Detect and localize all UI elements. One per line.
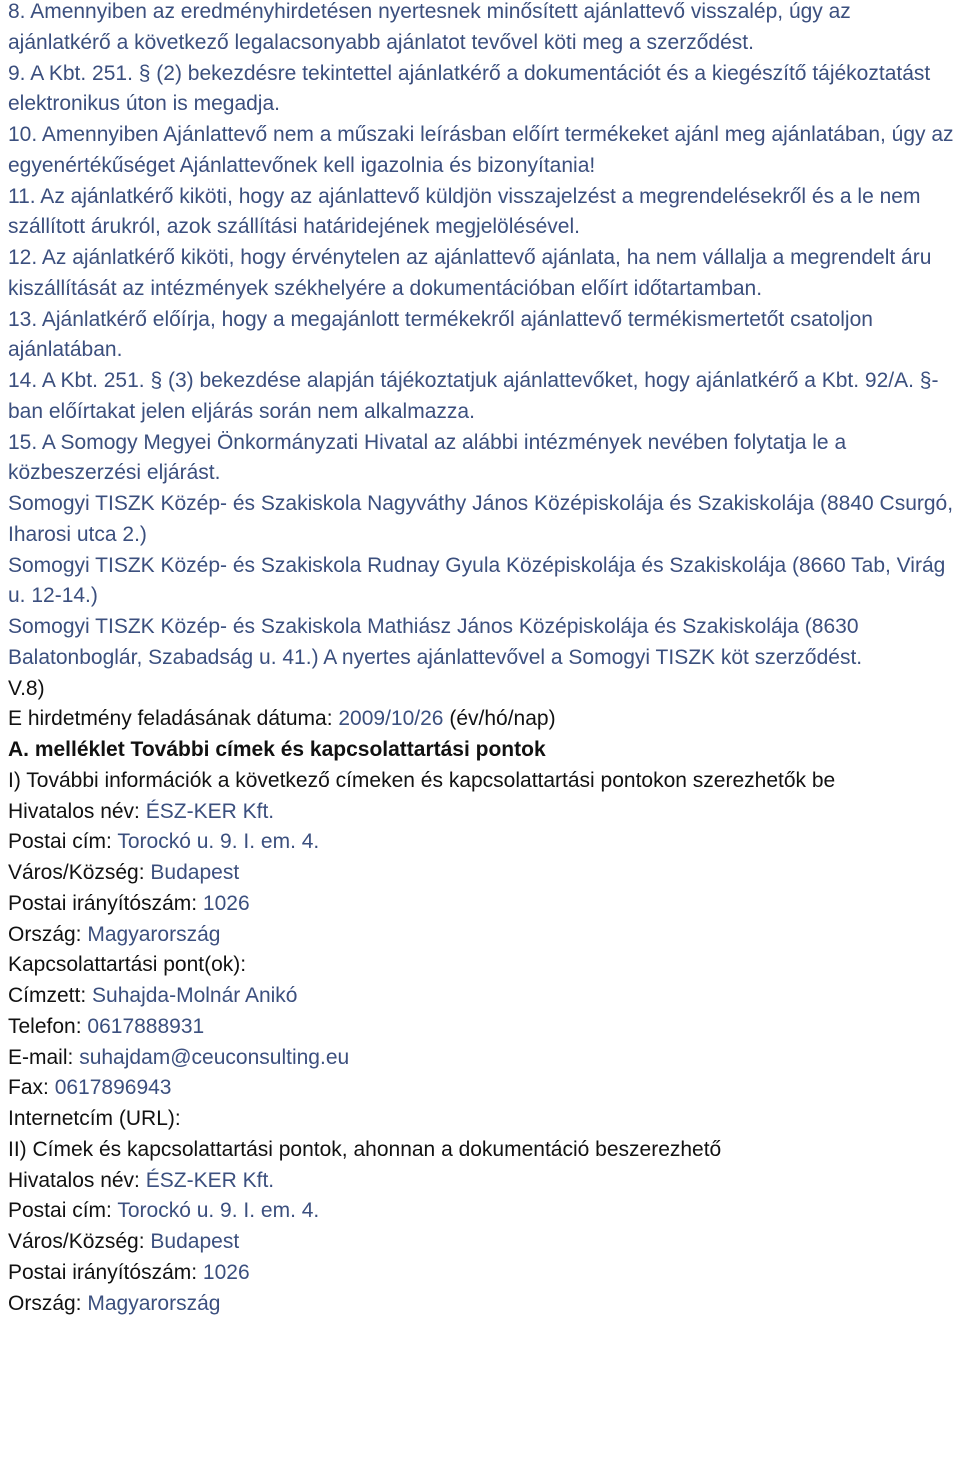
date-value: 2009/10/26 (338, 707, 444, 731)
school-1: Somogyi TISZK Közép- és Szakiskola Nagyváthy János Középiskolája és Szakiskolája (8840 Csurgó, Iharosi utca 2.) (8, 492, 954, 546)
address-value: Torockó u. 9. I. em. 4. (117, 830, 320, 854)
p1-contact-label: Kapcsolattartási pont(ok): (8, 953, 247, 977)
item-15: 15. A Somogy Megyei Önkormányzati Hivatal az alábbi intézmények nevében folytatja le a közbeszerzési eljárást. (8, 430, 847, 485)
item-11: 11. Az ajánlatkérő kiköti, hogy az ajánlattevő küldjön visszajelzést a megrendelésekről és a le nem szállított árukról, azok szállítási határidejének megjelölésével. (8, 184, 921, 239)
fax-label: Fax: (8, 1076, 49, 1100)
name-value: ÉSZ-KER Kft. (145, 799, 275, 823)
item-10: 10. Amennyiben Ajánlattevő nem a műszaki leírásban előírt termékeket ajánl meg ajánlatában, úgy az egyenértékűséget Ajánlattevőnek kell igazolnia és bizonyítania! (8, 123, 954, 177)
date-format: (év/hó/nap) (449, 707, 556, 731)
p1-address-row (8, 827, 954, 858)
item-13: 13. Ajánlatkérő előírja, hogy a megajánlott termékekről ajánlattevő termékismertetőt csatoljon ajánlatában. (8, 307, 873, 362)
email-value: suhajdam@ceuconsulting.eu (79, 1045, 350, 1069)
p1-email-row (8, 1043, 954, 1074)
fax-value: 0617896943 (54, 1076, 172, 1100)
recipient-value: Suhajda-Molnár Anikó (92, 984, 298, 1007)
zip-value: 1026 (202, 1260, 250, 1284)
phone-value: 0617888931 (87, 1014, 205, 1038)
address-value: Torockó u. 9. I. em. 4. (117, 1199, 320, 1223)
country-value: Magyarország (87, 922, 221, 946)
item-14: 14. A Kbt. 251. § (3) bekezdése alapján tájékoztatjuk ajánlattevőket, hogy ajánlatkérő a Kbt. 92/A. §-ban előírtakat jelen eljárás során nem alkalmazza. (8, 369, 939, 423)
p1-city-row (8, 858, 954, 889)
country-label: Ország: (8, 922, 82, 946)
country-label: Ország: (8, 1291, 82, 1315)
zip-value: 1026 (202, 891, 250, 915)
annex-a-title: A. melléklet További címek és kapcsolattartási pontok (8, 738, 546, 761)
p2-name-row (8, 1166, 954, 1197)
p1-url-label: Internetcím (URL): (8, 1107, 181, 1130)
p1-country-row (8, 920, 954, 951)
p2-country-row (8, 1289, 954, 1320)
p1-name-row (8, 797, 954, 828)
name-label: Hivatalos név: (8, 799, 140, 823)
p1-phone-row (8, 1012, 954, 1043)
p1-recipient-row (8, 981, 954, 1012)
name-label: Hivatalos név: (8, 1168, 140, 1192)
school-3: Somogyi TISZK Közép- és Szakiskola Mathiász János Középiskolája és Szakiskolája (8630 Balatonboglár, Szabadság u. 41.) A nyertes ajánlattevővel a Somogyi TISZK köt szerződést. (8, 615, 863, 669)
publication-date-row (8, 704, 954, 735)
address-label: Postai cím: (8, 1199, 112, 1223)
p1-fax-row (8, 1073, 954, 1104)
item-9: 9. A Kbt. 251. § (2) bekezdésre tekintettel ajánlatkérő a dokumentációt és a kiegészítő tájékoztatást elektronikus úton is megadja. (8, 61, 931, 116)
country-value: Magyarország (87, 1291, 221, 1315)
phone-label: Telefon: (8, 1014, 82, 1038)
name-value: ÉSZ-KER Kft. (145, 1168, 275, 1192)
part1-title: I) További információk a következő címeken és kapcsolattartási pontokon szerezhetők be (8, 768, 836, 792)
recipient-label: Címzett: (8, 984, 87, 1007)
city-value: Budapest (150, 861, 240, 884)
item-12: 12. Az ajánlatkérő kiköti, hogy érvénytelen az ajánlattevő ajánlata, ha nem vállalja a megrendelt áru kiszállítását az intézmények székhelyére a dokumentációban előírt időtartamban. (8, 246, 932, 300)
p2-address-row (8, 1196, 954, 1227)
city-label: Város/Község: (8, 861, 145, 884)
p2-city-row (8, 1227, 954, 1258)
address-label: Postai cím: (8, 830, 112, 854)
school-2: Somogyi TISZK Közép- és Szakiskola Rudnay Gyula Középiskolája és Szakiskolája (8660 Tab, Virág u. 12-14.) (8, 553, 946, 608)
email-label: E-mail: (8, 1045, 74, 1069)
p1-zip-row (8, 889, 954, 920)
zip-label: Postai irányítószám: (8, 1260, 198, 1284)
p2-zip-row (8, 1258, 954, 1289)
city-value: Budapest (150, 1230, 240, 1253)
date-label: E hirdetmény feladásának dátuma: (8, 707, 333, 731)
part2-title: II) Címek és kapcsolattartási pontok, ahonnan a dokumentáció beszerezhető (8, 1137, 722, 1161)
zip-label: Postai irányítószám: (8, 891, 198, 915)
city-label: Város/Község: (8, 1230, 145, 1253)
v8-heading: V.8) (8, 676, 45, 700)
item-8: 8. Amennyiben az eredményhirdetésen nyertesnek minősített ajánlattevő visszalép, úgy az ajánlatkérő a következő legalacsonyabb ajánlatot tevővel köti meg a szerződést. (8, 0, 851, 54)
